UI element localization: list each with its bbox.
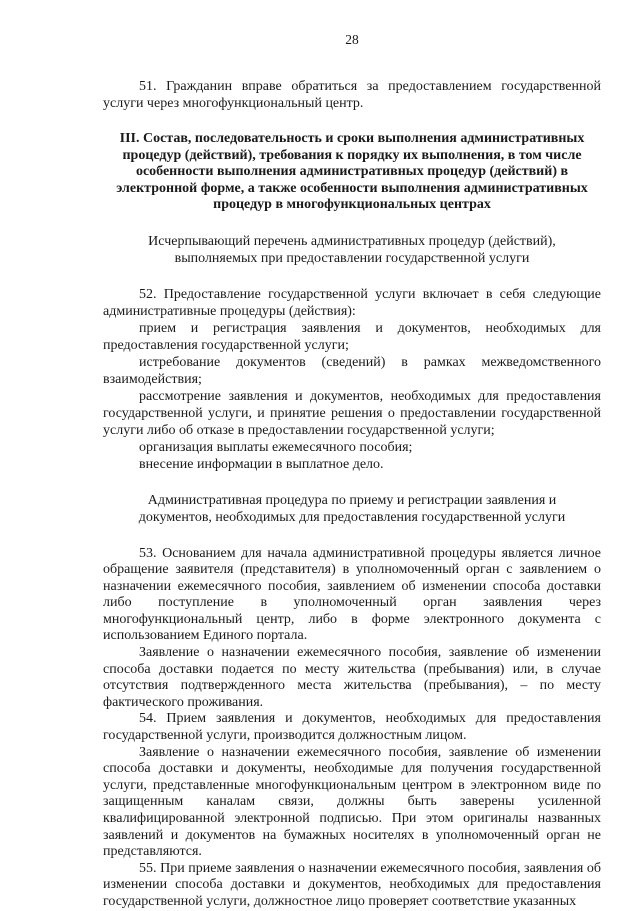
- page-number: 28: [345, 32, 359, 47]
- paragraph-53-continued: Заявление о назначении ежемесячного пособия, заявление об изменении способа доставки подается по месту жительства (пребывания) или, в случае отсутствия подтвержденного места жительства (пребывания), – по месту фактического проживания.: [103, 645, 601, 710]
- section-heading: III. Состав, последовательность и сроки выполнения административных процедур (действий), требования к порядку их выполнения, в том числе особенности выполнения административных процедур (действий) в электронной форме, а также особенности выполнения административных процедур в многофункциональных центрах: [116, 131, 588, 212]
- list-item: истребование документов (сведений) в рамках межведомственного взаимодействия;: [103, 354, 601, 387]
- list-item: прием и регистрация заявления и документов, необходимых для предоставления государственной услуги;: [103, 320, 601, 353]
- paragraph-54-continued: Заявление о назначении ежемесячного пособия, заявление об изменении способа доставки и документы, необходимые для получения государственной услуги, представленные многофункциональным центром в электронном виде по защищенным каналам связи, должны быть заверены усиленной квалифицированной электронной подписью. При этом оригиналы названных заявлений и документов на бумажных носителях в уполномоченный орган не представляются.: [103, 744, 601, 860]
- list-item: организация выплаты ежемесячного пособия;: [139, 439, 413, 455]
- paragraph-53: 53. Основанием для начала административной процедуры является личное обращение заявителя (представителя) в уполномоченный орган с заявлением о назначении ежемесячного пособия, заявлением об изменении способа доставки либо поступление в уполномоченный орган заявления через многофункциональный центр, либо в форме электронного документа с использованием Единого портала.: [103, 545, 601, 644]
- list-item: внесение информации в выплатное дело.: [139, 456, 384, 472]
- subheading-reception-procedure: Административная процедура по приему и регистрации заявления и документов, необходимых для предоставления государственной услуги: [138, 492, 566, 525]
- list-item: рассмотрение заявления и документов, необходимых для предоставления государственной услуги, и принятие решения о предоставлении государственной услуги либо об отказе в предоставлении государственной услуги;: [103, 388, 601, 438]
- paragraph-52: 52. Предоставление государственной услуги включает в себя следующие административные процедуры (действия):: [103, 286, 601, 319]
- page-content: [103, 78, 601, 911]
- subheading-procedures-list: Исчерпывающий перечень административных процедур (действий), выполняемых при предоставлении государственной услуги: [148, 233, 556, 266]
- paragraph-54: 54. Прием заявления и документов, необходимых для предоставления государственной услуги, производится должностным лицом.: [103, 711, 601, 744]
- paragraph-55: 55. При приеме заявления о назначении ежемесячного пособия, заявления об изменении способа доставки и документов, необходимых для предоставления государственной услуги, должностное лицо проверяет соответствие указанных: [103, 860, 601, 909]
- paragraph-51: 51. Гражданин вправе обратиться за предоставлением государственной услуги через многофункциональный центр.: [103, 79, 601, 111]
